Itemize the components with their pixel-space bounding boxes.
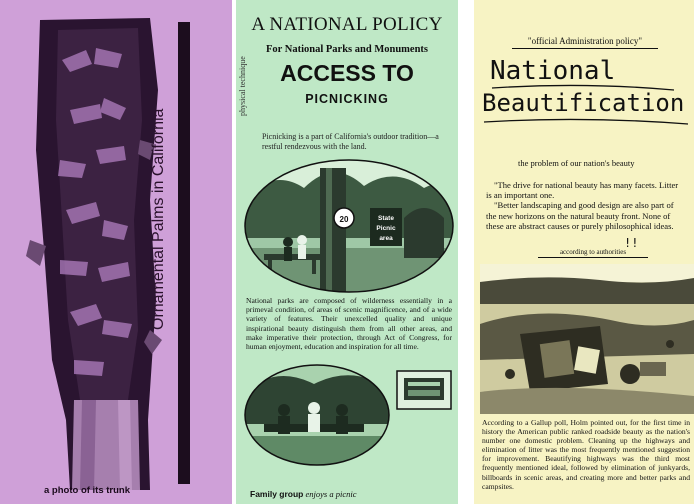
beauty-quote [486,180,684,231]
vertical-black-bar [178,22,190,484]
margin-note: physical technique [238,56,247,116]
sign-word-3: area [379,235,393,242]
handwritten-title-1: National [490,56,616,86]
roadside-litter-photo [480,264,694,414]
quote-paragraph-2: "Better landscaping and good design are also part of the new horizons on the natural beauty front. None of these are abstract causes or purely philosophical ideas. [486,200,674,231]
sign-word-1: State [378,215,394,222]
handwritten-underline [474,60,694,130]
palms-panel [0,0,232,504]
policy-heading: A NATIONAL POLICY [251,14,443,35]
picnic-area-photo [244,158,454,294]
handwritten-title-2: Beautification [482,89,685,117]
caption-italic: enjoys a picnic [305,489,357,499]
attribution: according to authorities [538,248,648,258]
picnicking-title: PICNICKING [305,92,389,106]
palm-trunk-photo [0,0,232,504]
beauty-subtitle: the problem of our nation's beauty [518,158,635,168]
picnic-caption [250,489,450,499]
sign-word-2: Picnic [376,225,396,232]
access-title: ACCESS TO [280,60,414,86]
picnic-panel [236,0,458,504]
sign-number: 20 [339,215,349,224]
palms-caption: a photo of its trunk [44,485,131,496]
palms-title: Ornamental Palms in California [150,108,167,330]
beautification-panel [474,0,694,504]
family-picnic-photo [244,364,390,466]
quote-paragraph-1: "The drive for national beauty has many facets. Litter is an important one. [486,180,679,201]
beauty-body-text: According to a Gallup poll, Holm pointed out, for the first time in history the American public ranked roadside beauty as the nation's number one domestic problem. Cleaning up the highways and elimination of litter was the most frequently mentioned suggestion for improvement. Beautifying highways was the third most frequently mentioned ideal, followed by elimination of junkyards, billboards in scenic areas, and creating more and better parks and campsites. [482,418,690,491]
policy-subheading: For National Parks and Monuments [266,44,428,55]
policy-quote-header: "official Administration policy" [512,36,658,49]
exclamation-marks: !! [624,236,639,250]
caption-bold: Family group [250,489,304,499]
picnic-body-text: National parks are composed of wilderness essentially in a primeval condition, of areas of scenic magnificence, and of a wide variety of features. Their unexcelled quality and unique inspirational beauty distinguish them from all other areas, and make imperative their protection, through Act of Congress, for human enjoyment, education and inspiration for all time. [246,296,452,352]
small-inset-photo [396,370,452,410]
picnic-intro: Picnicking is a part of California's outdoor tradition—a restful rendezvous with the land. [262,132,439,151]
